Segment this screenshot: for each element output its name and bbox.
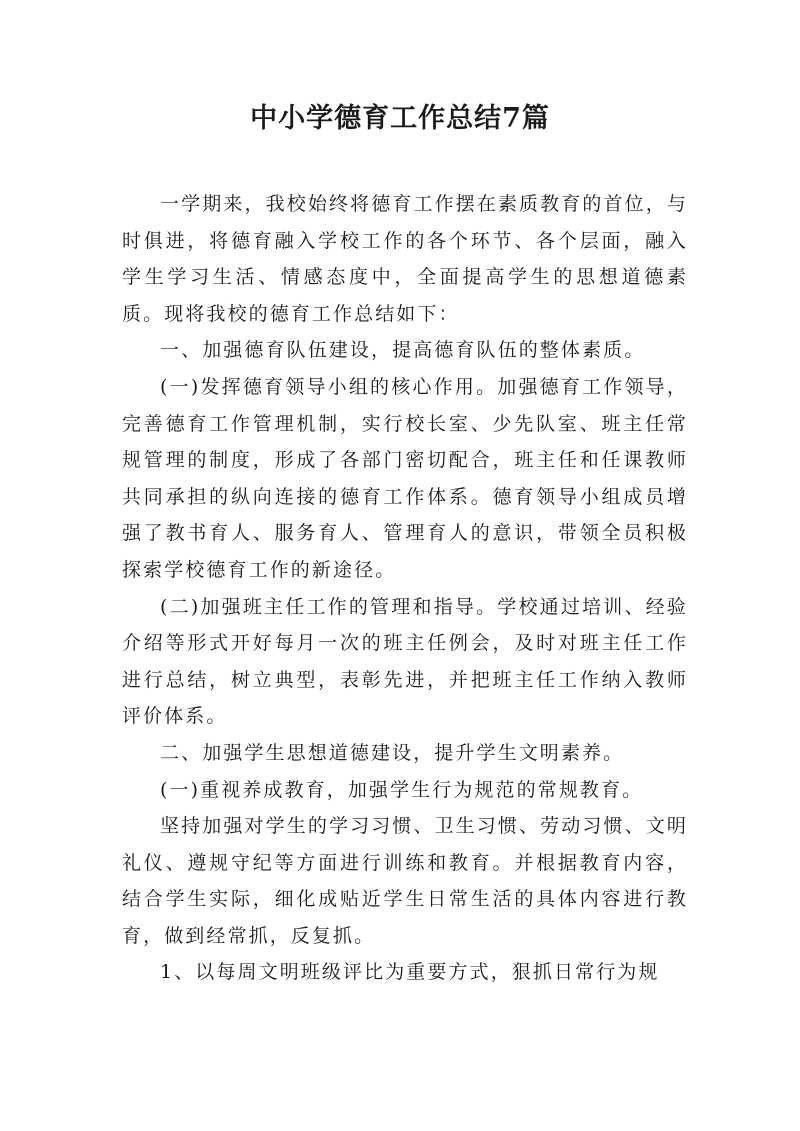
document-body [122, 186, 688, 991]
paragraph-1-2: (二)加强班主任工作的管理和指导。学校通过培训、经验介绍等形式开好每月一次的班主任例会，及时对班主任工作进行总结，树立典型，表彰先进，并把班主任工作纳入教师评价体系。 [122, 595, 688, 728]
section-heading-2: 二、加强学生思想道德建设，提升学生文明素养。 [160, 741, 625, 764]
paragraph-intro: 一学期来，我校始终将德育工作摆在素质教育的首位，与时俱进，将德育融入学校工作的各个环节、各个层面，融入学生学习生活、情感态度中，全面提高学生的思想道德素质。现将我校的德育工作总结如下： [122, 193, 688, 325]
paragraph-2-1-item-1: 1、以每周文明班级评比为重要方式，狠抓日常行为规 [160, 961, 660, 984]
document-title: 中小学德育工作总结7篇 [250, 103, 550, 134]
paragraph-2-1: 坚持加强对学生的学习习惯、卫生习惯、劳动习惯、文明礼仪、遵规守纪等方面进行训练和教育。并根据教育内容，结合学生实际，细化成贴近学生日常生活的具体内容进行教育，做到经常抓，反复抓。 [122, 815, 688, 947]
section-heading-1: 一、加强德育队伍建设，提高德育队伍的整体素质。 [160, 339, 646, 362]
paragraph-1-1: (一)发挥德育领导小组的核心作用。加强德育工作领导，完善德育工作管理机制，实行校长室、少先队室、班主任常规管理的制度，形成了各部门密切配合，班主任和任课教师共同承担的纵向连接的德育工作体系。德育领导小组成员增强了教书育人、服务育人、管理育人的意识，带领全员积极探索学校德育工作的新途径。 [122, 375, 688, 581]
subsection-heading-2-1: (一)重视养成教育，加强学生行为规范的常规教育。 [160, 778, 644, 801]
